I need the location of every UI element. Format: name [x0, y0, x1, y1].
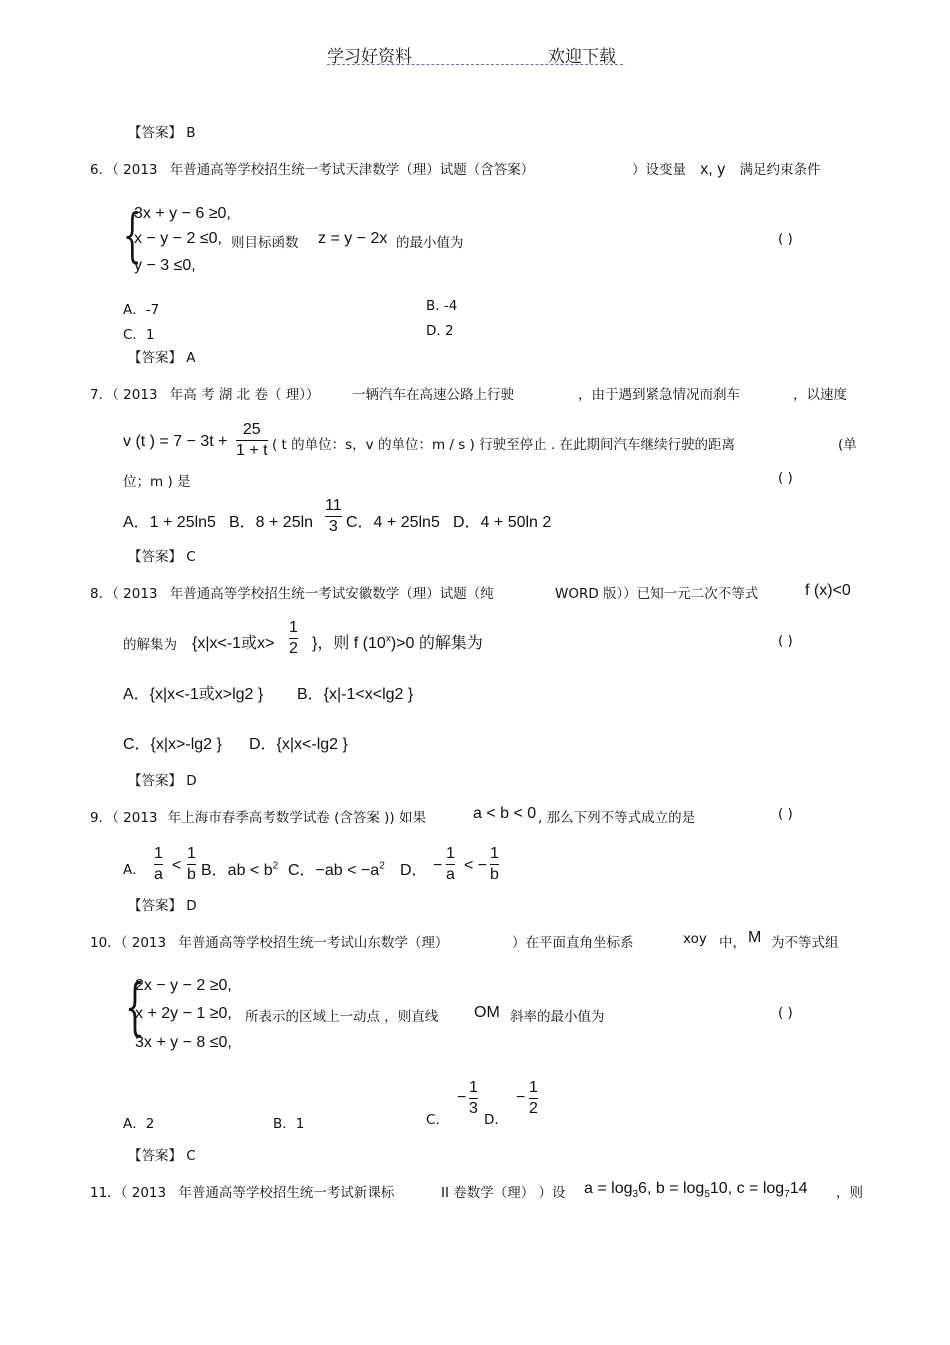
q9-year: 2013 [123, 810, 158, 826]
q8-option-c: C．{x|x>-lg2 } [123, 736, 222, 753]
q10-mid: 中， [719, 935, 746, 951]
q10-constraint-2: x + 2y − 1 ≥0, [135, 1005, 232, 1022]
q11-expression: $a = \log_36$, $b = \log_510$, $c = \log_714$ [584, 1180, 808, 1201]
q6-tail: 满足约束条件 [739, 162, 821, 178]
q11-source-2: II 卷数学（理） ）设 [441, 1185, 566, 1201]
q10-brace: { [125, 970, 145, 1043]
question-11-header [90, 1181, 394, 1201]
q7-text-3: ，以速度 [793, 387, 847, 403]
q8-exponent: x [385, 633, 391, 645]
question-8-header [90, 582, 494, 602]
q10-close: ）在平面直角坐标系 [512, 935, 634, 951]
q7-year: 2013 [123, 387, 158, 403]
q6-year: 2013 [123, 162, 158, 178]
q10-option-c-den: 3 [469, 1099, 478, 1117]
q9-option-a-frac1: 1 a [154, 845, 163, 883]
q10-M: M [748, 929, 762, 946]
q8-source: 年普通高等学校招生统一考试安徽数学（理）试题（纯 [169, 586, 494, 602]
q10-option-d-num: 1 [529, 1079, 538, 1096]
q6-vars: x, y [700, 161, 726, 178]
q9-option-b: B．ab < $b^2$ [201, 860, 279, 879]
q9-option-b-text: B．ab < b [201, 862, 273, 879]
header-divider [327, 64, 623, 65]
q10-option-a: A．2 [123, 1116, 155, 1132]
q8-line2-b: }，则 f (10 [312, 635, 386, 652]
q9-source: 年上海市春季高考数学试卷 (含答案 )) 如果 [167, 810, 426, 826]
q9-option-d-frac2: 1 b [490, 845, 499, 883]
q10-constraint-1: 2x − y − 2 ≥0, [135, 977, 232, 994]
answer-9: 【答案】 D [128, 898, 197, 914]
question-9-header [90, 806, 426, 826]
q9-option-d-frac1: 1 a [446, 845, 455, 883]
q7-option-a: A．1 + 25ln5 [123, 514, 216, 531]
q8-line2-c: )>0 的解集为 [390, 635, 483, 652]
q8-option-d: D．{x|x<-lg2 } [249, 736, 348, 753]
q9-number: 9．（ [90, 810, 119, 826]
q7-fraction-num: 25 [242, 421, 261, 438]
q10-text-2: 斜率的最小值为 [510, 1009, 605, 1025]
q6-source: 年普通高等学校招生统一考试天津数学（理）试题（含答案） [169, 162, 535, 178]
q8-paren: ( ) [778, 633, 793, 649]
q7-option-d: D．4 + 50ln 2 [453, 514, 552, 531]
q6-option-b: B. -4 [426, 298, 458, 314]
q9-option-a-lt: < [172, 857, 182, 874]
q9-option-d-minus1: − [433, 857, 443, 874]
answer-10: 【答案】 C [128, 1148, 196, 1164]
q10-option-c-num: 1 [469, 1079, 478, 1096]
q7-option-b-num: 11 [325, 497, 342, 514]
q11-tail: ，则 [836, 1185, 863, 1201]
q7-option-b-den: 3 [328, 517, 338, 535]
q9-option-d-lt: < − [464, 857, 488, 874]
q11-number: 11．（ [90, 1185, 128, 1201]
q11-source: 年普通高等学校招生统一考试新课标 [178, 1185, 395, 1201]
q8-inequality: f (x)<0 [805, 582, 851, 599]
q10-option-d-fraction [529, 1079, 538, 1117]
q8-number: 8．（ [90, 586, 119, 602]
q8-half-den: 2 [289, 639, 298, 657]
q8-half [289, 619, 298, 657]
q7-number: 7．（ [90, 387, 119, 403]
q6-brace: { [123, 201, 142, 269]
q11-year: 2013 [131, 1185, 167, 1201]
q7-velocity: v (t ) = 7 − 3t + [123, 433, 228, 450]
q10-source: 年普通高等学校招生统一考试山东数学（理） [178, 935, 449, 951]
q8-line2-label: 的解集为 [123, 637, 177, 653]
q6-number: 6．（ [90, 162, 119, 178]
q7-source: 年高 考 湖 北 卷（ 理）） [169, 387, 320, 403]
q7-text-2: ，由于遇到紧急情况而刹车 [578, 387, 740, 403]
header-left: 学习好资料 [327, 47, 412, 67]
q10-tail: 为不等式组 [771, 935, 839, 951]
q10-option-b: B．1 [273, 1116, 305, 1132]
q10-option-d-minus: − [516, 1089, 526, 1106]
q10-option-d-den: 2 [529, 1099, 538, 1117]
q10-OM: OM [474, 1004, 500, 1021]
q8-half-num: 1 [289, 619, 298, 636]
q7-option-b: B．8 + 25ln [229, 514, 314, 531]
q7-option-b-fraction [325, 497, 342, 535]
q7-text-1: 一辆汽车在高速公路上行驶 [352, 387, 514, 403]
q9-tail: , 那么下列不等式成立的是 [538, 810, 696, 826]
q11-expr-start: a = log [584, 1180, 633, 1197]
q8-line2-mid [312, 630, 483, 653]
q7-fraction [236, 421, 268, 459]
q7-fraction-den: 1 + t [236, 441, 268, 459]
q6-option-d: D. 2 [426, 323, 454, 339]
q8-option-a: A．{x|x<-1或x>lg2 } [123, 686, 264, 703]
answer-7: 【答案】 C [128, 549, 196, 565]
q9-condition: a < b < 0 [473, 805, 537, 822]
q10-constraint-3: 3x + y − 8 ≤0, [135, 1034, 232, 1051]
q10-option-c-minus: − [457, 1089, 467, 1106]
q10-paren: ( ) [778, 1005, 793, 1021]
answer-5: 【答案】 B [128, 125, 196, 141]
answer-8: 【答案】 D [128, 773, 197, 789]
q7-units-3: 位；m ) 是 [123, 474, 191, 490]
q10-text: 所表示的区域上一动点 ，则直线 [245, 1009, 439, 1025]
q9-option-a-frac2: 1 b [187, 845, 196, 883]
q9-option-d-label: D． [400, 862, 428, 879]
q8-solution-set: {x|x<-1或x> [192, 635, 275, 652]
q10-option-d-label: D. [484, 1112, 499, 1128]
q8-source-2: WORD 版））已知一元二次不等式 [555, 586, 759, 602]
q6-objective-label: 则目标函数 [231, 235, 299, 251]
q10-number: 10．（ [90, 935, 128, 951]
q9-option-c: C．$-ab < -a^2$ [288, 860, 385, 879]
q6-close: ）设变量 [632, 162, 686, 178]
question-6-header [90, 158, 534, 178]
q7-units-2: (单 [838, 437, 857, 453]
header-right: 欢迎下载 [548, 47, 616, 67]
q6-header-tail [632, 158, 820, 179]
q10-year: 2013 [131, 935, 167, 951]
q8-option-b: B．{x|-1<x<lg2 } [297, 686, 414, 703]
q7-units: ( t 的单位：s，v 的单位：m / s ) 行驶至停止 . 在此期间汽车继续行驶的距离 [272, 437, 735, 453]
q6-option-a: A．-7 [123, 302, 160, 318]
q6-option-c: C．1 [123, 327, 155, 343]
q6-objective: z = y − 2x [318, 230, 388, 247]
q9-option-c-text: C．−ab < −a [288, 862, 380, 879]
question-10-header [90, 931, 448, 951]
q6-objective-tail: 的最小值为 [396, 235, 464, 251]
q10-option-c-fraction [469, 1079, 478, 1117]
q7-option-c: C．4 + 25ln5 [346, 514, 440, 531]
q6-constraint-1: 3x + y − 6 ≥0, [134, 205, 231, 222]
q7-paren: ( ) [778, 470, 793, 486]
q10-option-c-label: C. [426, 1112, 440, 1128]
q8-year: 2013 [123, 586, 158, 602]
q6-paren: ( ) [778, 231, 793, 247]
question-7-header [90, 383, 320, 403]
q9-option-a-label: A． [123, 862, 146, 878]
q9-paren: ( ) [778, 806, 793, 822]
q6-constraint-3: y − 3 ≤0, [134, 257, 196, 274]
answer-6: 【答案】 A [128, 350, 196, 366]
q6-constraint-2: x − y − 2 ≤0, [134, 230, 222, 247]
q10-xoy: xoy [683, 931, 707, 947]
